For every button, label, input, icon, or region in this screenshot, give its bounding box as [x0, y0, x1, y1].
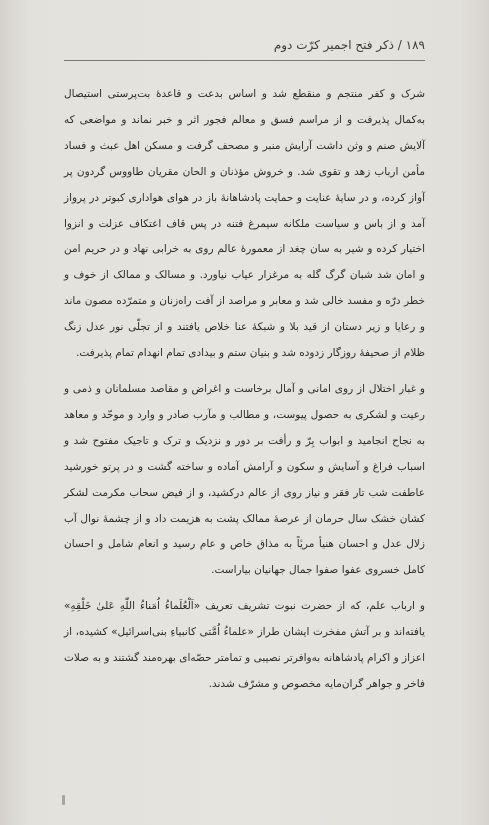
- paragraph: و ارباب علم، که از حضرت نبوت تشریف تعریف «اَلْعُلَماءُ اُمَناءُ اللّٰهِ عَلیٰ خَلْقِهِ» یافته‌اند و بر آتش مفخرت ایشان طراز «علماءُ اُمَّتی کانبیاءِ بنی‌اسرائیل» کشیده، از اعزاز و اکرام پادشاهانه به‌وافرتر نصیبی و تمامتر حصّه‌ای بهره‌مند گشتند و به صلات فاخر و جواهر گران‌مایه مخصوص و مشرّف شدند.: [64, 600, 425, 690]
- paragraph: و غبار اختلال از روی امانی و آمال برخاست و اغراض و مقاصد مسلمانان و ذمی و رعیت و لشکری به حصول پیوست، و مطالب و مآرب صادر و وارد و موحّد و معاهد به نجاح انجامید و ابواب بِرّ و رأفت بر دور و نزدیک و ترک و تاجیک مفتوح شد و اسباب فراغ و آسایش و سکون و آرامش آماده و ساخته گشت و در پرتو خورشید عاطفت شب تار فقر و نیاز روی از عالم درکشید، و از فیض سحاب مکرمت لشکر کشان خشک سال حرمان از عرصهٔ ممالک پشت به هزیمت داد و از چشمهٔ نوال آب زلال عدل و احسان هنیأ مریٔاً به مذاق خاص و عام رسید و انعام شامل و احسان کامل خسروی عفوا صفوا جمال جهانیان بیاراست.: [64, 382, 425, 577]
- page-body: [64, 82, 425, 698]
- running-head: ۱۸۹ / ذکر فتح اجمیر کرّت دوم: [273, 38, 425, 52]
- page-mark: [62, 795, 65, 805]
- paragraph: شرک و کفر منتجم و منقطع شد و اساس بدعت و قاعدهٔ بت‌پرستی استیصال به‌کمال پذیرفت و از مراسم فسق و معالم فجور اثر و خبر نماند و مواضعی که آلایش صنم و وثن داشت آرایش منبر و مصحف گرفت و مسکن اهل عبث و فساد مأمن ارباب زهد و تقوی شد. و خروش مؤذنان و الحان مقریان طاووس گردون پر آواز کرده، و در سایهٔ عنایت و حمایت پادشاهانهٔ باز در هوای هواداری کبوتر در پرواز آمد و از باس و سیاست ملکانه سیمرغ فتنه در پس قاف اعتکاف عزلت و انزوا اختیار کرده و شیر به سان چغد از معمورهٔ عالم روی به خرابی نهاد و در حریم امن و امان شد شبان گرگ گله به مرغزار عیاب نیاورد. و مسالک و ممالک از خوف و خطر درّه و مفسد خالی شد و معابر و مراصد از آفت راه‌زنان و متمرّده مصون ماند و رعایا و زیر دستان از قید بلا و شبکهٔ عنا خلاص یافتند و از تجلّی نور عدل زنگ ظلام از صحیفهٔ روزگار زدوده شد و بنیان ستم و بیدادی تمام انهدام تمام پذیرفت.: [64, 88, 425, 360]
- header-rule: [64, 60, 425, 61]
